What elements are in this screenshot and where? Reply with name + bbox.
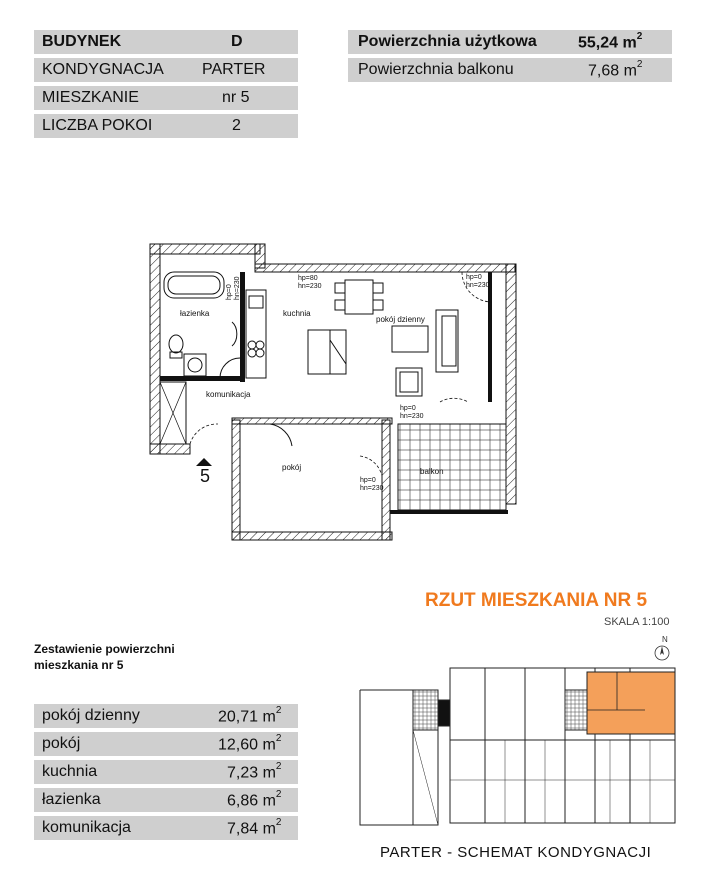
- usable-area-label: Powierzchnia użytkowa: [358, 33, 537, 50]
- floor-label: KONDYGNACJA: [42, 61, 164, 78]
- living-furniture: [308, 280, 458, 396]
- highlighted-apartment: [587, 672, 675, 734]
- usable-area-value: 55,24 $m^2$: [578, 31, 643, 52]
- balcony-door-hp: hp=0: [400, 405, 416, 412]
- summary-row-name: pokój dzienny: [42, 707, 140, 724]
- room-label-bathroom: łazienka: [180, 309, 210, 318]
- floor-value: PARTER: [202, 61, 266, 78]
- key-plan: [355, 660, 685, 830]
- summary-heading-line1: Zestawienie powierzchni: [34, 642, 175, 656]
- summary-heading: [34, 641, 175, 673]
- bath-hp: hp=0: [226, 284, 233, 300]
- compass-icon: [654, 645, 670, 661]
- summary-row-value: 7,23 $m^2$: [227, 761, 282, 782]
- summary-row: [34, 816, 298, 840]
- balcony-area-label: Powierzchnia balkonu: [358, 61, 514, 78]
- rooms-label: LICZBA POKOI: [42, 117, 153, 134]
- balcony-door-hn: hn=230: [400, 413, 424, 420]
- building-value: D: [231, 33, 243, 50]
- plan-title: RZUT MIESZKANIA NR 5: [425, 590, 648, 611]
- summary-row: [34, 732, 298, 756]
- doors-solid: [220, 358, 292, 446]
- entrance-number: 5: [200, 466, 211, 486]
- summary-heading-line2: mieszkania nr 5: [34, 658, 124, 672]
- summary-row: [34, 760, 298, 784]
- kitchen-hp: hp=80: [298, 275, 318, 282]
- summary-row-name: komunikacja: [42, 819, 131, 836]
- room-label-corridor: komunikacja: [206, 390, 251, 399]
- balcony-floor: [398, 424, 506, 510]
- north-label: N: [662, 635, 668, 644]
- building-label: BUDYNEK: [42, 33, 122, 50]
- apartment-value: nr 5: [222, 89, 250, 106]
- room-label-room: pokój: [282, 463, 302, 472]
- rooms-value: 2: [232, 117, 241, 134]
- kitchen-units: [246, 290, 266, 378]
- balcony-area-value: 7,68 $m^2$: [588, 59, 643, 80]
- summary-row-value: 12,60 $m^2$: [218, 733, 282, 754]
- summary-row-name: pokój: [42, 735, 81, 752]
- balcony-rail: [390, 510, 508, 514]
- bath-hn: hn=230: [234, 276, 241, 300]
- living-hn: hn=230: [466, 282, 490, 289]
- key-plan-caption: PARTER - SCHEMAT KONDYGNACJI: [380, 844, 652, 861]
- summary-row-value: 7,84 $m^2$: [227, 817, 282, 838]
- summary-row-value: 20,71 $m^2$: [218, 705, 282, 726]
- room-label-balcony: balkon: [420, 467, 444, 476]
- summary-row-name: kuchnia: [42, 763, 98, 780]
- scale-label: SKALA 1:100: [604, 616, 670, 628]
- room-hn: hn=230: [360, 485, 384, 492]
- room-label-living: pokój dzienny: [376, 315, 425, 324]
- kitchen-hn: hn=230: [298, 283, 322, 290]
- summary-row-value: 6,86 $m^2$: [227, 789, 282, 810]
- room-hp: hp=0: [360, 477, 376, 484]
- summary-row: [34, 704, 298, 728]
- room-label-kitchen: kuchnia: [283, 309, 311, 318]
- summary-row-name: łazienka: [42, 791, 101, 808]
- apartment-label: MIESZKANIE: [42, 89, 139, 106]
- entrance-arrow: [196, 458, 212, 466]
- summary-row: [34, 788, 298, 812]
- living-hp: hp=0: [466, 274, 482, 281]
